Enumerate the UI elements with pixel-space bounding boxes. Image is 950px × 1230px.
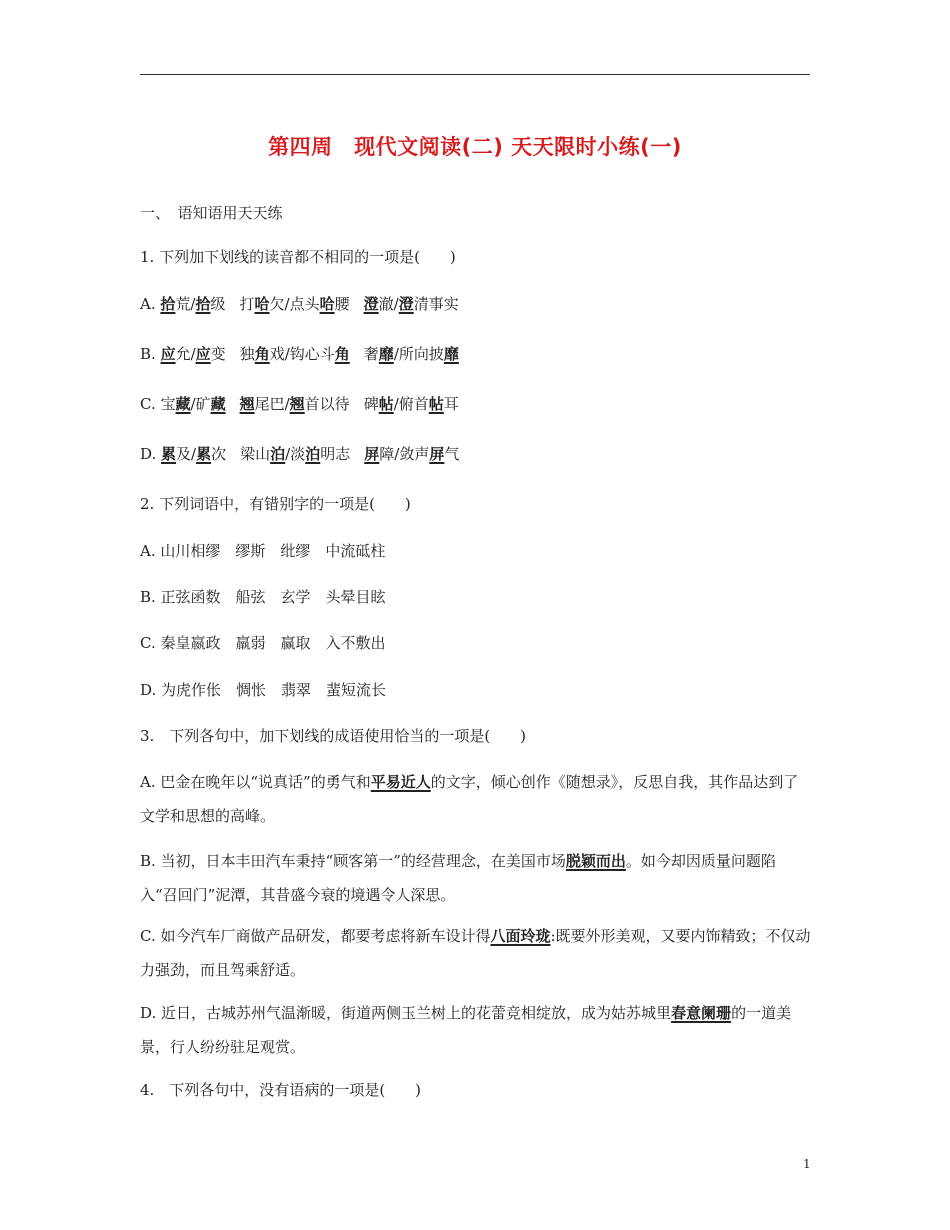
header-rule (140, 74, 810, 75)
q2-option-a: A. 山川相缪 缪斯 纰缪 中流砥柱 (140, 542, 386, 560)
q2-option-d: D. 为虎作伥 惆怅 翡翠 蜚短流长 (140, 681, 387, 699)
q1-option-a: A. 拾荒/拾级 打哈欠/点头哈腰 澄澈/澄清事实 (140, 295, 459, 313)
q3-option-b: B. 当初，日本丰田汽车秉持“顾客第一”的经营理念，在美国市场脱颖而出。如今却因质量问题陷入“召回门”泥潭，其昔盛今衰的境遇令人深思。 (140, 852, 776, 904)
q3-option-c: C. 如今汽车厂商做产品研发，都要考虑将新车设计得八面玲珑:既要外形美观，又要内饰精致；不仅动力强劲，而且驾乘舒适。 (140, 927, 811, 979)
q3-option-d: D. 近日，古城苏州气温渐暖，街道两侧玉兰树上的花蕾竞相绽放，成为姑苏城里春意阑珊的一道美景，行人纷纷驻足观赏。 (140, 1004, 792, 1056)
question-3-stem: 3. 下列各句中，加下划线的成语使用恰当的一项是( ) (140, 727, 527, 745)
q3-option-a: A. 巴金在晚年以“说真话”的勇气和平易近人的文字，倾心创作《随想录》，反思自我，其作品达到了文学和思想的高峰。 (140, 773, 799, 825)
question-4-stem: 4. 下列各句中，没有语病的一项是( ) (140, 1081, 422, 1099)
section-heading: 一、 语知语用天天练 (140, 204, 283, 222)
q2-option-c: C. 秦皇嬴政 羸弱 赢取 入不敷出 (140, 634, 386, 652)
page-number: 1 (803, 1157, 811, 1171)
question-2-stem: 2. 下列词语中，有错别字的一项是( ) (140, 495, 411, 513)
q1-option-b: B. 应允/应变 独角戏/钩心斗角 奢靡/所向披靡 (140, 345, 459, 363)
q1-option-c: C. 宝藏/矿藏 翘尾巴/翘首以待 碑帖/俯首帖耳 (140, 395, 459, 413)
q2-option-b: B. 正弦函数 船弦 玄学 头晕目眩 (140, 588, 386, 606)
q1-option-d: D. 累及/累次 梁山泊/淡泊明志 屏障/敛声屏气 (140, 445, 460, 463)
question-1-stem: 1. 下列加下划线的读音都不相同的一项是( ) (140, 248, 456, 266)
page-title: 第四周 现代文阅读(二) 天天限时小练(一) (268, 135, 682, 159)
